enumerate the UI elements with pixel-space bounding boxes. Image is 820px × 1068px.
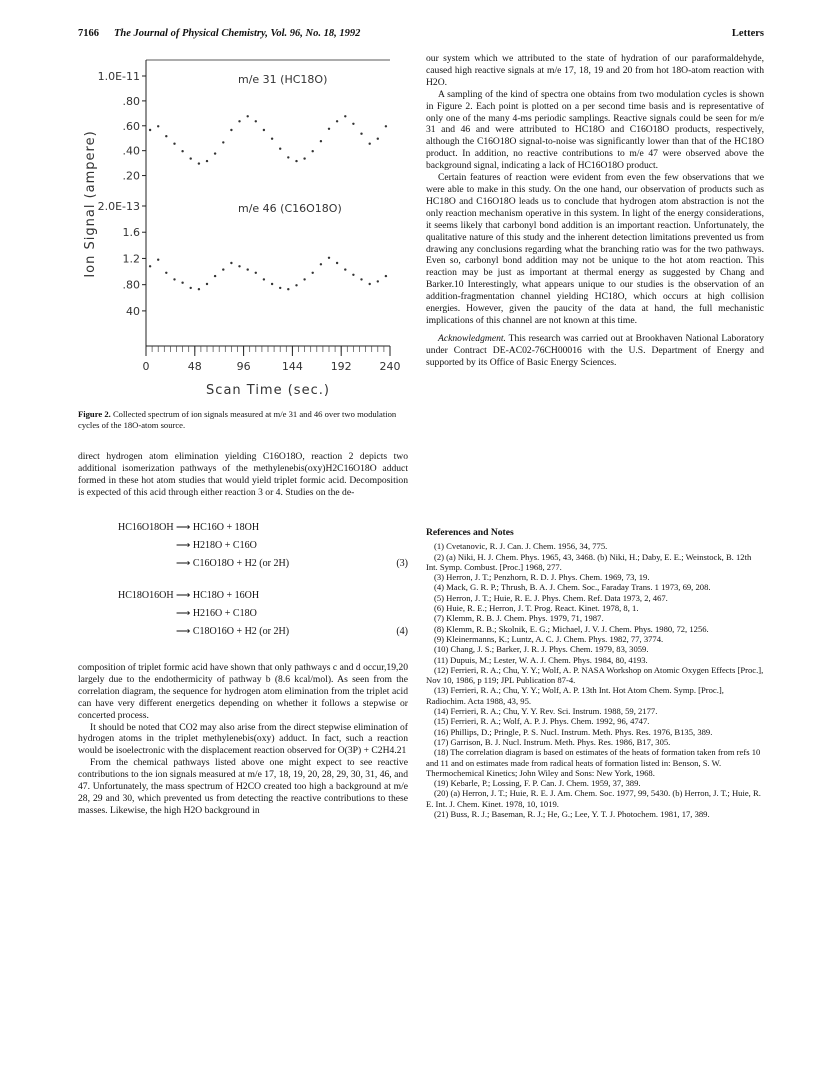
data-point <box>360 133 362 135</box>
right-paragraph-1: our system which we attributed to the state of hydration of our paraformaldehyde, caused high reactive signals at m/e 17, 18, 19 and 20 from hot 18O-atom reaction with H2O. <box>426 53 764 88</box>
x-tick-label: 192 <box>330 360 352 373</box>
data-point <box>238 120 240 122</box>
reference-item: (8) Klemm, R. B.; Skolnik, E. G.; Michael, J. V. J. Chem. Phys. 1980, 72, 1256. <box>434 623 709 634</box>
reference-item: (13) Ferrieri, R. A.; Chu, Y. Y.; Wolf, A. P. 13th Int. Hot Atom Chem. Symp. [Proc.], Radiochim. Acta 1988, 43, 95. <box>426 685 724 706</box>
data-point <box>222 268 224 270</box>
x-tick-label: 240 <box>379 360 401 373</box>
data-point <box>206 283 208 285</box>
eq3-number: (3) <box>396 558 408 569</box>
left-column-top <box>78 451 408 499</box>
data-point <box>173 278 175 280</box>
data-point <box>263 129 265 131</box>
y-tick-label: .80 <box>122 278 140 292</box>
reference-item: (18) The correlation diagram is based on estimates of the heats of formation taken from refs 10 and 11 and on estimates made from radical heats of formation listed in: Benson, S. W. Thermochemical Kinetics; John Wiley and Sons: New York, 1968. <box>426 747 761 778</box>
data-point <box>255 120 257 122</box>
data-point <box>352 123 354 125</box>
series-mass-46 <box>149 257 387 291</box>
data-point <box>328 128 330 130</box>
data-point <box>238 265 240 267</box>
x-tick-label: 144 <box>281 360 303 373</box>
data-point <box>385 125 387 127</box>
reference-item: (1) Cvetanovic, R. J. Can. J. Chem. 1956, 34, 775. <box>434 541 608 552</box>
reference-item: (3) Herron, J. T.; Penzhorn, R. D. J. Phys. Chem. 1969, 73, 19. <box>434 572 650 583</box>
eq3-line-3: ⟶ C16O18O + H2 (or 2H) <box>176 558 290 569</box>
reference-item: (21) Buss, R. J.; Baseman, R. J.; He, G.; Lee, Y. T. J. Photochem. 1981, 17, 389. <box>434 809 710 820</box>
reference-item: (5) Herron, J. T.; Huie, R. E. J. Phys. Chem. Ref. Data 1973, 2, 467. <box>434 592 668 603</box>
data-point <box>214 152 216 154</box>
data-point <box>295 284 297 286</box>
reference-item: (12) Ferrieri, R. A.; Chu, Y. Y.; Wolf, A. P. NASA Workshop on Atomic Oxygen Effects [Proc.], Nov 10, 1986, p 119; JPL Publication 87-4. <box>426 664 764 686</box>
reference-item: (16) Phillips, D.; Pringle, P. S. Nucl. Instrum. Meth. Phys. Res. 1976, B135, 389. <box>434 726 713 737</box>
data-point <box>149 265 151 267</box>
page-number: 7166 <box>78 28 99 39</box>
figure-2 <box>78 46 408 414</box>
data-point <box>320 140 322 142</box>
data-point <box>206 160 208 162</box>
data-point <box>263 278 265 280</box>
x-tick-label: 48 <box>187 360 202 373</box>
left-paragraph-1: direct hydrogen atom elimination yielding C16O18O, reaction 2 depicts two additional isomerization pathways of the methylenebis(oxy)H2C16O18O adduct formed in these hot atom studies that would yield triplet formic acid. Decomposition is expected of this acid through either reaction 3 or 4. Studies on the de- <box>78 451 408 498</box>
y-tick-label: .20 <box>122 169 140 183</box>
x-tick-label: 0 <box>142 360 150 373</box>
right-column <box>426 53 764 369</box>
data-point <box>181 150 183 152</box>
y-axis-label: Ion Signal (ampere) <box>83 130 98 278</box>
data-point <box>157 125 159 127</box>
data-point <box>173 143 175 145</box>
y-tick-label: 1.0E-11 <box>97 70 140 83</box>
figure-caption <box>78 409 408 430</box>
data-point <box>247 115 249 117</box>
reference-item: (9) Kleinermanns, K.; Luntz, A. C. J. Chem. Phys. 1982, 77, 3774. <box>434 633 664 644</box>
data-point <box>320 263 322 265</box>
data-point <box>190 287 192 289</box>
data-point <box>344 268 346 270</box>
right-paragraph-3: Certain features of reaction were evident from even the few observations that we were able to make in this study. On the one hand, our observation of products such as HC18O and C16O18O leads us to conclude that hydrogen atom abstraction is not the only reaction mechanism operative in this system. In light of the energy considerations, it seems likely that carbonyl bond addition is an important reaction. Unfortunately, the qualitative nature of this study and the inherent detection limitations prevented us from drawing any conclusions regarding what the branching ratio was for the two pathways. Even so, carbonyl bond addition may not be unique to the hot atom reaction. This reaction may be just as important at thermal energy as suggested by Chang and Barker.10 Interestingly, what appears unique to our studies is the observation of an addition-fragmentation channel yielding HC18O, which occurs at high collision energies. However, given the paucity of the data at hand, the full mechanistic implications of this channel are not known at this time. <box>426 172 764 326</box>
data-point <box>303 157 305 159</box>
data-point <box>165 272 167 274</box>
reference-item: (19) Kebarle, P.; Lossing, F. P. Can. J. Chem. 1959, 37, 389. <box>434 778 641 789</box>
data-point <box>303 278 305 280</box>
eq3-line-2: ⟶ H218O + C16O <box>176 540 257 551</box>
data-point <box>190 157 192 159</box>
references <box>426 528 764 819</box>
data-point <box>336 120 338 122</box>
data-point <box>279 287 281 289</box>
series-mass-31 <box>149 115 387 165</box>
references-title: References and Notes <box>426 527 514 538</box>
reference-item: (17) Garrison, B. J. Nucl. Instrum. Meth. Phys. Res. 1986, B17, 305. <box>434 736 671 747</box>
reference-item: (15) Ferrieri, R. A.; Wolf, A. P. J. Phys. Chem. 1992, 96, 4747. <box>434 716 650 727</box>
data-point <box>230 129 232 131</box>
x-axis-label: Scan Time (sec.) <box>206 383 330 398</box>
figure-2-plot <box>78 46 408 414</box>
data-point <box>287 156 289 158</box>
equation-block <box>118 522 408 652</box>
reference-item: (14) Ferrieri, R. A.; Chu, Y. Y. Rev. Sci. Instrum. 1988, 59, 2177. <box>434 706 658 717</box>
eq4-line-1: HC18O16OH ⟶ HC18O + 16OH <box>118 590 260 601</box>
data-point <box>377 138 379 140</box>
data-point <box>214 275 216 277</box>
data-point <box>271 138 273 140</box>
data-point <box>369 143 371 145</box>
data-point <box>369 283 371 285</box>
reference-item: (4) Mack, G. R. P.; Thrush, B. A. J. Chem. Soc., Faraday Trans. 1 1973, 69, 208. <box>434 582 711 593</box>
data-point <box>165 135 167 137</box>
acknowledgment-label: Acknowledgment. <box>438 332 506 344</box>
data-point <box>271 283 273 285</box>
data-point <box>279 148 281 150</box>
data-point <box>181 282 183 284</box>
data-point <box>312 150 314 152</box>
eq4-line-3: ⟶ C18O16O + H2 (or 2H) <box>176 626 290 637</box>
data-point <box>198 288 200 290</box>
section-name: Letters <box>731 28 764 39</box>
left-paragraph-4: From the chemical pathways listed above one might expect to see reactive contributions to the ion signals measured at m/e 17, 18, 19, 20, 28, 29, 30, 31, 46, and 47. Unfortunately, the mass spectrum of H2CO created too high a background at m/e 28, 29 and 30, which prevented us from detecting the reactive contributions to these masses. Likewise, the high H2O background in <box>78 757 408 816</box>
data-point <box>295 160 297 162</box>
data-point <box>344 115 346 117</box>
y-tick-label: .80 <box>122 94 140 108</box>
data-point <box>287 288 289 290</box>
data-point <box>247 268 249 270</box>
reference-item: (20) (a) Herron, J. T.; Huie, R. E. J. Am. Chem. Soc. 1977, 99, 5430. (b) Herron, J. T.; Huie, R. E. Int. J. Chem. Kinet. 1978, 10, 1019. <box>426 788 761 809</box>
left-column-bottom <box>78 662 408 817</box>
data-point <box>198 162 200 164</box>
journal-title: The Journal of Physical Chemistry, Vol. 96, No. 18, 1992 <box>114 28 361 39</box>
data-point <box>222 141 224 143</box>
running-header <box>78 28 764 42</box>
data-point <box>336 262 338 264</box>
y-tick-label: 1.2 <box>122 252 140 266</box>
data-point <box>360 278 362 280</box>
eq4-number: (4) <box>396 626 408 637</box>
acknowledgment-text: This research was carried out at Brookhaven National Laboratory under Contract DE-AC02-76CH00016 with the U.S. Department of Energy and supported by its Office of Basic Energy Sciences. <box>426 332 764 368</box>
references-list <box>426 541 764 819</box>
data-point <box>352 274 354 276</box>
y-tick-label: 40 <box>126 304 140 318</box>
panel-top-title: m/e 31 (HC18O) <box>238 73 328 86</box>
data-point <box>377 280 379 282</box>
acknowledgment <box>426 333 764 369</box>
y-tick-label: 1.6 <box>122 226 140 240</box>
data-point <box>149 129 151 131</box>
data-point <box>328 257 330 259</box>
data-point <box>385 275 387 277</box>
caption-text: Collected spectrum of ion signals measured at m/e 31 and 46 over two modulation cycles of the 18O-atom source. <box>78 409 397 430</box>
eq4-line-2: ⟶ H216O + C18O <box>176 608 257 619</box>
left-paragraph-2: composition of triplet formic acid have shown that only pathways c and d occur,19,20 largely due to the endothermicity of pathway b (8.6 kcal/mol). As seen from the correlation diagram, the sequence for hydrogen atom elimination from the triplet acid can have very different energetics depending on whether it follows a stepwise or concerted process. <box>78 662 408 721</box>
caption-label: Figure 2. <box>78 409 111 419</box>
reference-item: (10) Chang, J. S.; Barker, J. R. J. Phys. Chem. 1979, 83, 3059. <box>434 644 649 655</box>
reference-item: (6) Huie, R. E.; Herron, J. T. Prog. React. Kinet. 1978, 8, 1. <box>434 603 639 614</box>
left-paragraph-3: It should be noted that CO2 may also arise from the direct stepwise elimination of hydrogen atoms in the triplet methylenebis(oxy) adduct. In fact, such a reaction would be isoelectronic with the displacement reaction observed for O(3P) + C2H4.21 <box>78 721 408 757</box>
eq3-line-1: HC16O18OH ⟶ HC16O + 18OH <box>118 522 260 533</box>
right-paragraph-2: A sampling of the kind of spectra one obtains from two modulation cycles is shown in Figure 2. Each point is plotted on a per second time basis and is representative of only one of the many 4-ms periodic samplings. Reactive signals could be seen for m/e 31 and 46 and were attributed to HC18O and C16O18O products, respectively, although the C16O18O signal-to-noise was significantly lower than that of the HC18O product. In addition, no reactive contributions to m/e 47 were observed above the background signal, indicating a lack of HC16O18O product. <box>426 88 764 172</box>
reference-item: (2) (a) Niki, H. J. Chem. Phys. 1965, 43, 3468. (b) Niki, H.; Daby, E. E.; Weinstock, B. 12th Int. Symp. Combust. [Proc.] 1968, 277. <box>426 551 752 572</box>
data-point <box>312 272 314 274</box>
data-point <box>157 259 159 261</box>
reference-item: (11) Dupuis, M.; Lester, W. A. J. Chem. Phys. 1984, 80, 4193. <box>434 654 648 665</box>
panel-bottom-title: m/e 46 (C16O18O) <box>238 202 342 215</box>
y-tick-label: .60 <box>122 119 140 133</box>
y-tick-label: .40 <box>122 144 140 158</box>
data-point <box>255 272 257 274</box>
y-tick-label: 2.0E-13 <box>97 200 140 213</box>
data-point <box>230 262 232 264</box>
reference-item: (7) Klemm, R. B. J. Chem. Phys. 1979, 71, 1987. <box>434 613 604 624</box>
x-tick-label: 96 <box>236 360 251 373</box>
